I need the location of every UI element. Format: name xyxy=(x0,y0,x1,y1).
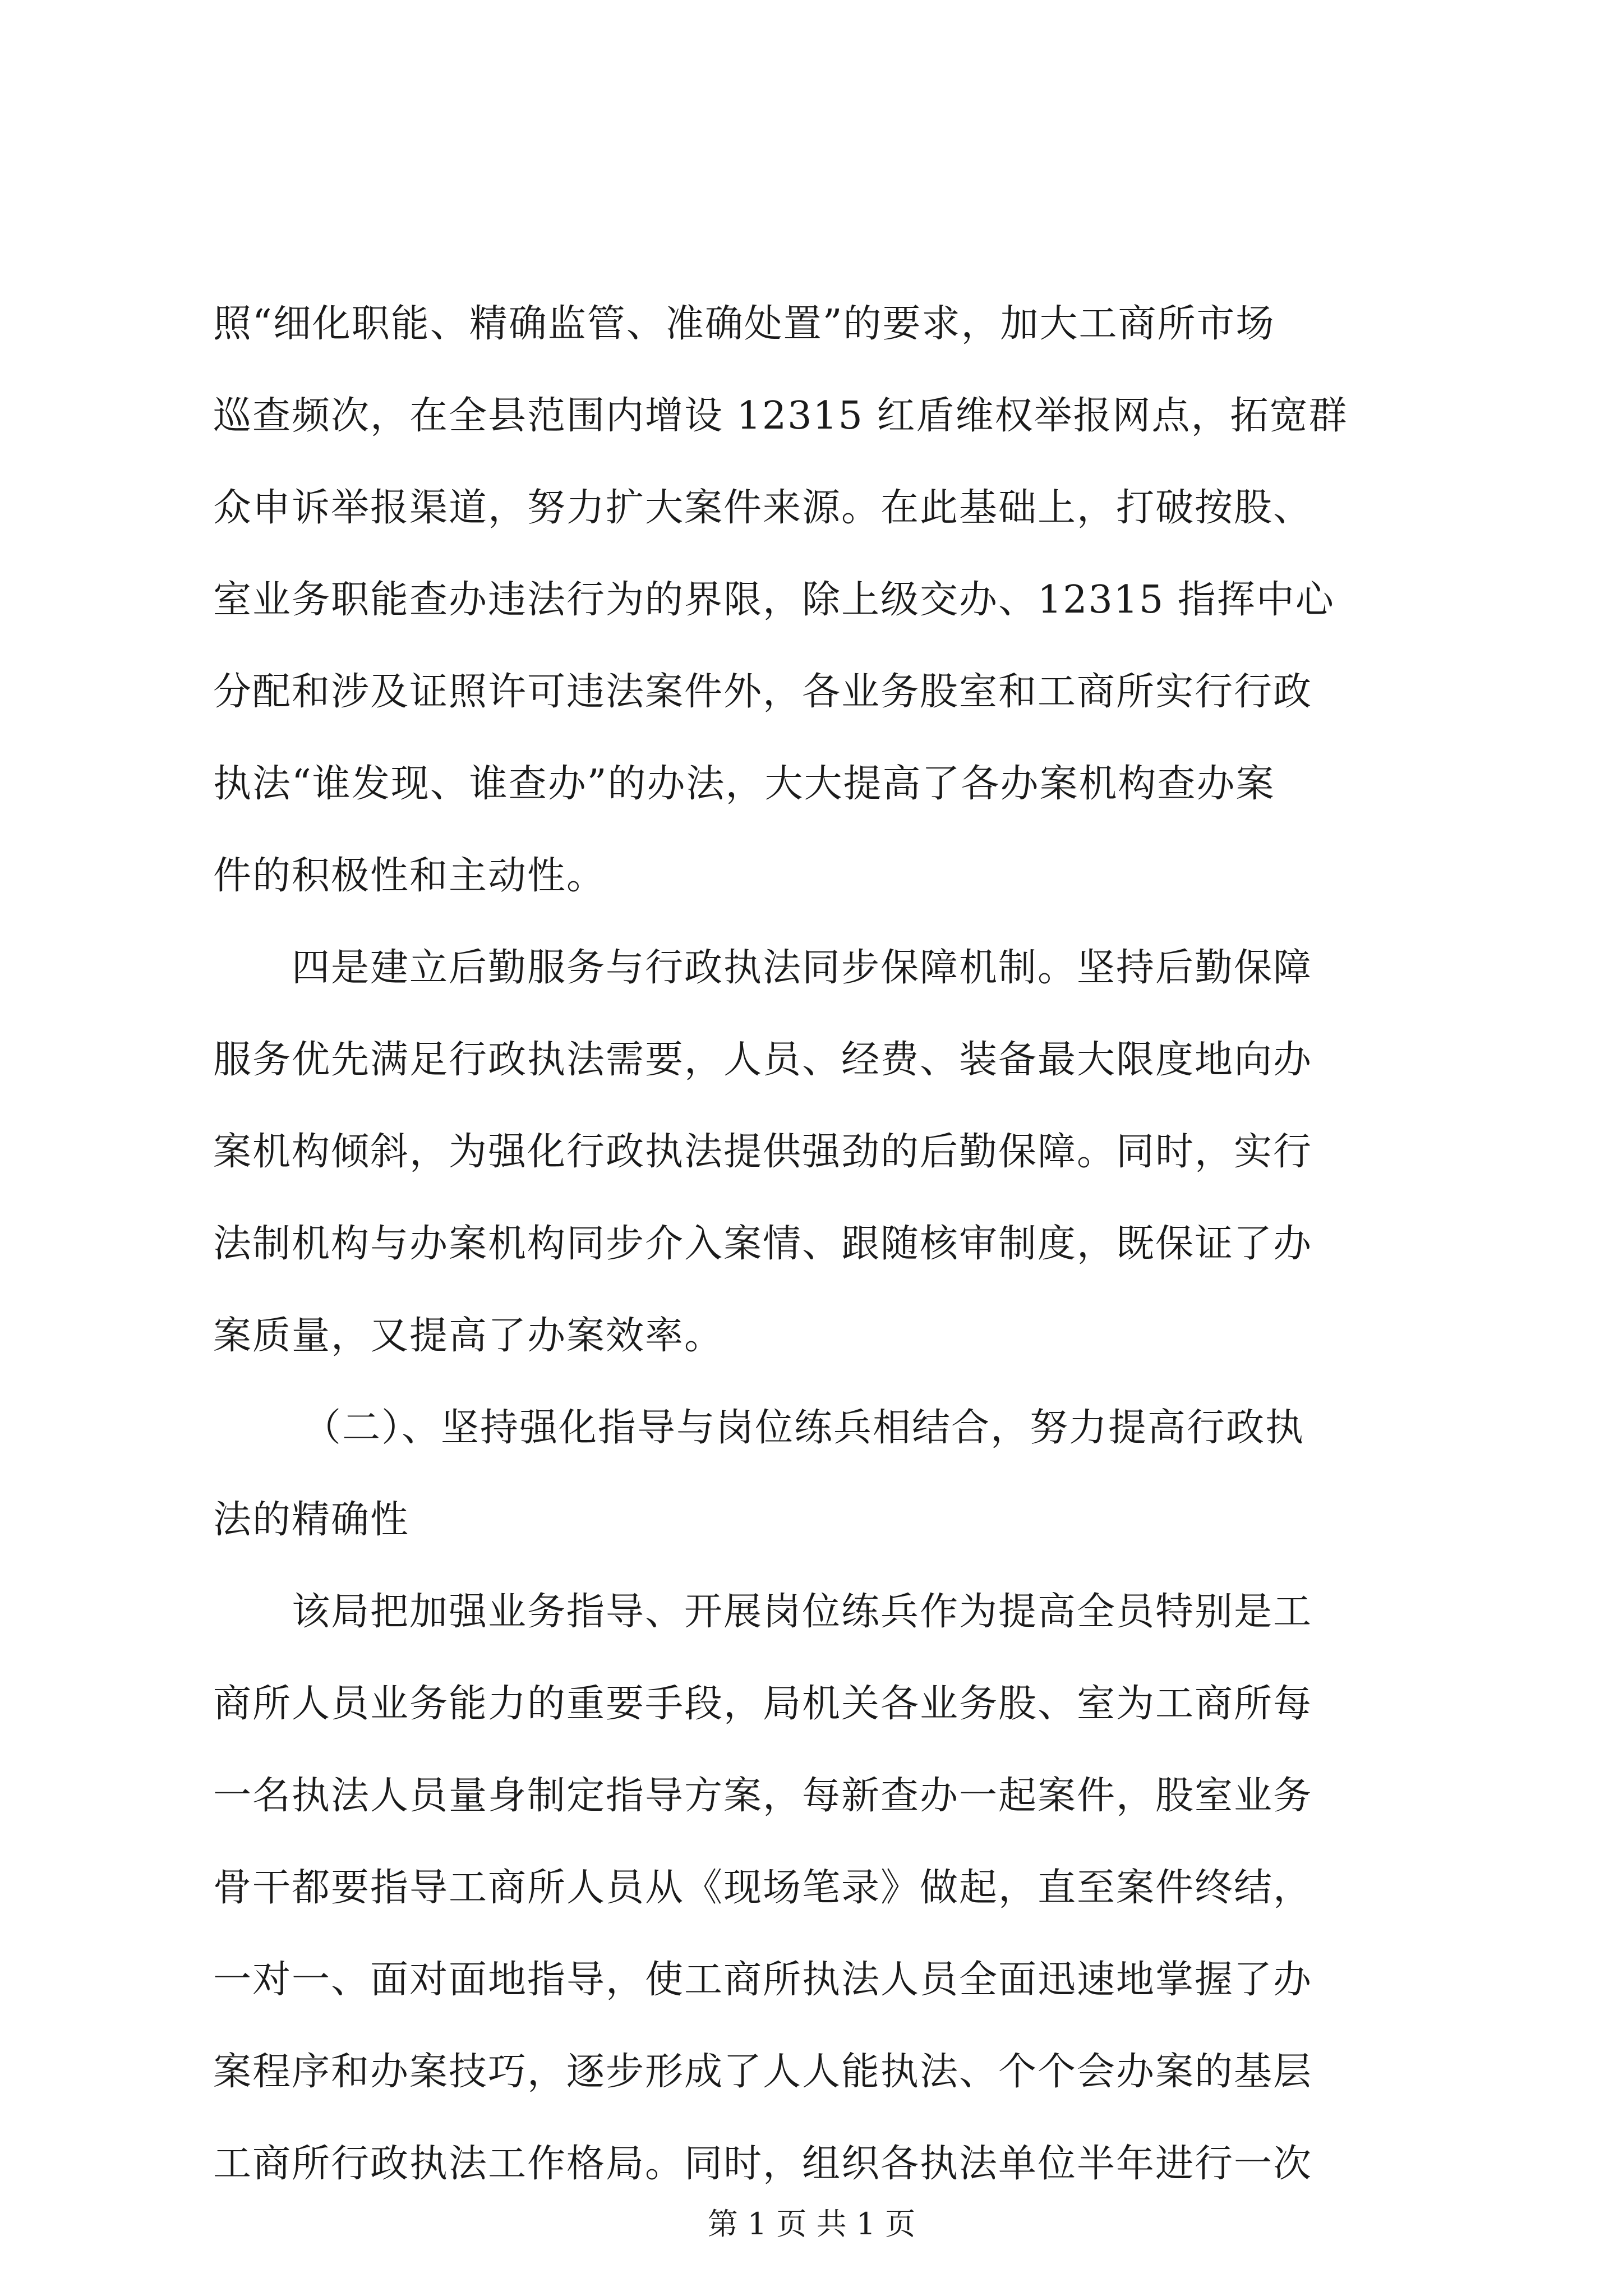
text-line: 众申诉举报渠道，努力扩大案件来源。在此基础上，打破按股、 xyxy=(213,486,1313,530)
text-line: 照“细化职能、精确监管、准确处置”的要求，加大工商所市场 xyxy=(213,302,1275,346)
paragraph-start: 该局把加强业务指导、开展岗位练兵作为提高全员特别是工 xyxy=(292,1590,1313,1634)
text-line: 执法“谁发现、谁查办”的办法，大大提高了各办案机构查办案 xyxy=(213,762,1275,806)
text-line: 服务优先满足行政执法需要，人员、经费、装备最大限度地向办 xyxy=(213,1038,1313,1082)
text-line: 分配和涉及证照许可违法案件外，各业务股室和工商所实行行政 xyxy=(213,670,1313,714)
text-line: 巡查频次，在全县范围内增设 12315 红盾维权举报网点，拓宽群 xyxy=(213,394,1348,438)
text-line: 商所人员业务能力的重要手段，局机关各业务股、室为工商所每 xyxy=(213,1682,1313,1726)
text-line: 骨干都要指导工商所人员从《现场笔录》做起，直至案件终结， xyxy=(213,1866,1313,1910)
text-line: 案程序和办案技巧，逐步形成了人人能执法、个个会办案的基层 xyxy=(213,2050,1313,2094)
text-line: 工商所行政执法工作格局。同时，组织各执法单位半年进行一次 xyxy=(213,2142,1313,2186)
text-line: 件的积极性和主动性。 xyxy=(213,854,606,898)
text-line: 法制机构与办案机构同步介入案情、跟随核审制度，既保证了办 xyxy=(213,1222,1313,1266)
text-line: 室业务职能查办违法行为的界限，除上级交办、12315 指挥中心 xyxy=(213,578,1335,622)
text-line: 案质量，又提高了办案效率。 xyxy=(213,1314,724,1358)
section-heading: 法的精确性 xyxy=(213,1498,410,1542)
paragraph-start: 四是建立后勤服务与行政执法同步保障机制。坚持后勤保障 xyxy=(292,946,1313,990)
section-heading: （二）、坚持强化指导与岗位练兵相结合，努力提高行政执 xyxy=(303,1406,1305,1450)
text-line: 一名执法人员量身制定指导方案，每新查办一起案件，股室业务 xyxy=(213,1774,1313,1818)
page-number-footer: 第 1 页 共 1 页 xyxy=(707,2206,916,2242)
text-line: 一对一、面对面地指导，使工商所执法人员全面迅速地掌握了办 xyxy=(213,1958,1313,2002)
text-line: 案机构倾斜，为强化行政执法提供强劲的后勤保障。同时，实行 xyxy=(213,1130,1313,1174)
